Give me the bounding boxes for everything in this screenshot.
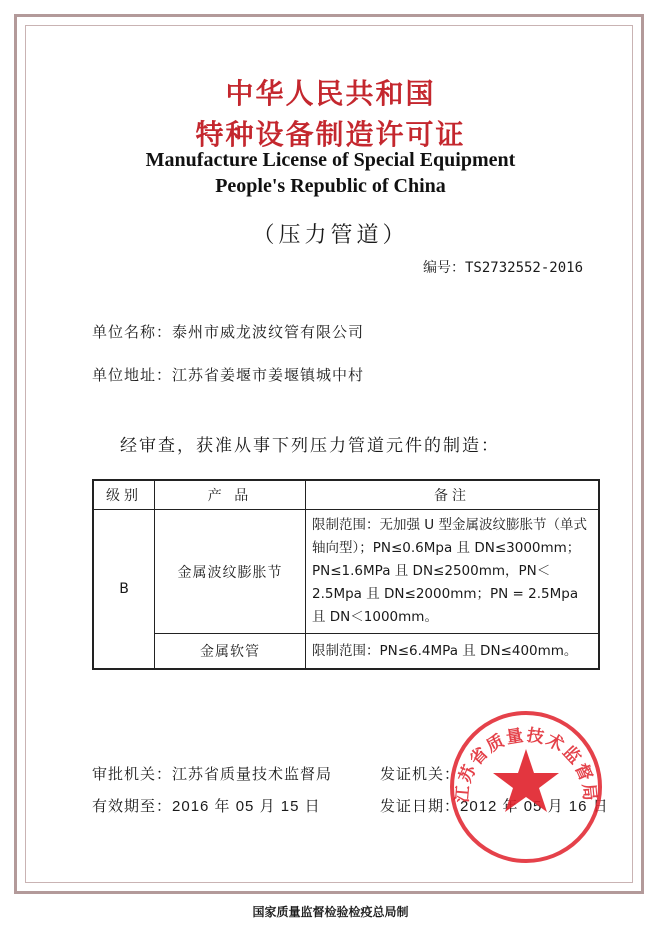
cert-number-label: 编号：	[423, 260, 465, 276]
approval-statement: 经审查，获准从事下列压力管道元件的制造：	[120, 436, 500, 456]
approval-authority	[92, 763, 332, 784]
approval-authority-label: 审批机关：	[92, 765, 173, 783]
note-cell: 限制范围：PN≤6.4MPa 且 DN≤400mm。	[306, 634, 600, 670]
issue-date-label: 发证日期：	[380, 797, 461, 815]
title-en-line1: Manufacture License of Special Equipment	[145, 149, 516, 171]
seal-star-icon	[493, 749, 559, 812]
cert-number	[423, 257, 583, 277]
unit-name-value: 泰州市威龙波纹管有限公司	[172, 323, 365, 341]
table-row	[93, 634, 599, 670]
official-seal	[446, 707, 606, 867]
product-cell: 金属软管	[155, 634, 306, 670]
issuing-authority-label: 发证机关：	[380, 765, 461, 783]
table-row	[93, 510, 599, 634]
bottom-issuer: 国家质量监督检验检疫总局制	[252, 905, 409, 919]
scope-table	[92, 479, 600, 670]
approval-authority-value: 江苏省质量技术监督局	[172, 765, 333, 783]
title-cn-line2: 特种设备制造许可证	[195, 118, 466, 151]
level-cell: B	[93, 510, 155, 670]
valid-until-value: 2016 年 05 月 15 日	[172, 798, 321, 815]
valid-until-label: 有效期至：	[92, 797, 173, 815]
header-product: 产 品	[155, 480, 306, 510]
unit-address-label: 单位地址：	[92, 366, 173, 384]
category: （压力管道）	[252, 223, 409, 248]
unit-address-value: 江苏省姜堰市姜堰镇城中村	[172, 366, 365, 384]
product-cell: 金属波纹膨胀节	[155, 510, 306, 634]
unit-name-label: 单位名称：	[92, 323, 173, 341]
unit-name	[92, 321, 364, 342]
header-level: 级别	[93, 480, 155, 510]
unit-address	[92, 364, 364, 385]
valid-until	[92, 795, 321, 816]
seal-text: 江苏省质量技术监督局	[452, 725, 600, 804]
title-en-line2: People's Republic of China	[215, 175, 446, 197]
title-cn-line1: 中华人民共和国	[225, 77, 436, 110]
note-cell: 限制范围：无加强 U 型金属波纹膨胀节（单式轴向型）；PN≤0.6Mpa 且 DN≤3000mm；PN≤1.6MPa 且 DN≤2500mm，PN＜2.5Mpa 且 DN≤2000mm；PN = 2.5Mpa 且 DN＜1000mm。	[306, 510, 600, 634]
table-header-row	[93, 480, 599, 510]
cert-number-value: TS2732552-2016	[465, 260, 584, 276]
header-note: 备注	[306, 480, 600, 510]
issue-date-value: 2012 年 05 月 16 日	[460, 798, 609, 815]
